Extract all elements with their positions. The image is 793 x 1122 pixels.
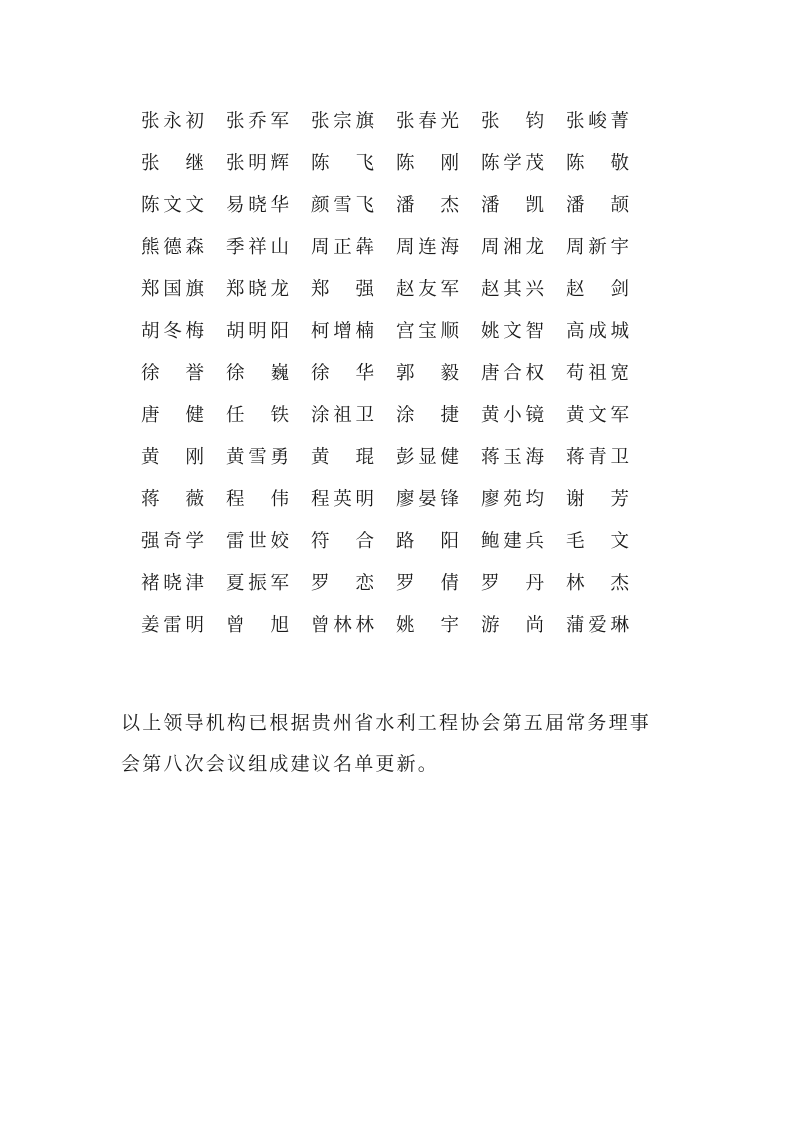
member-name: 黄 琨 xyxy=(311,447,374,468)
update-note-line-2: 会第八次会议组成建议名单更新。 xyxy=(121,753,440,775)
update-note-line-1: 以上领导机构已根据贵州省水利工程协会第五届常务理事 xyxy=(121,712,652,734)
member-name: 郭 毅 xyxy=(396,363,459,384)
member-name: 姜 雷 明 xyxy=(141,615,204,636)
member-name: 潘 杰 xyxy=(396,195,459,216)
member-name: 褚 晓 津 xyxy=(141,573,204,594)
member-name: 季 祥 山 xyxy=(226,237,289,258)
name-row xyxy=(141,143,641,185)
member-name: 陈 学 茂 xyxy=(481,153,544,174)
member-name: 徐 华 xyxy=(311,363,374,384)
member-name: 黄 雪 勇 xyxy=(226,447,289,468)
name-row xyxy=(141,353,641,395)
member-name: 陈 刚 xyxy=(396,153,459,174)
member-name: 郑 强 xyxy=(311,279,374,300)
member-name: 郑 国 旗 xyxy=(141,279,204,300)
member-name: 张 明 辉 xyxy=(226,153,289,174)
member-name: 夏 振 军 xyxy=(226,573,289,594)
member-name: 罗 丹 xyxy=(481,573,544,594)
member-name: 唐 健 xyxy=(141,405,204,426)
member-name: 程 英 明 xyxy=(311,489,374,510)
member-name: 张 乔 军 xyxy=(226,111,289,132)
member-name: 林 杰 xyxy=(566,573,629,594)
name-row xyxy=(141,311,641,353)
member-name: 黄 刚 xyxy=(141,447,204,468)
member-name: 柯 增 楠 xyxy=(311,321,374,342)
name-row xyxy=(141,101,641,143)
name-row xyxy=(141,605,641,647)
member-name: 程 伟 xyxy=(226,489,289,510)
member-name: 张 春 光 xyxy=(396,111,459,132)
member-name: 鲍 建 兵 xyxy=(481,531,544,552)
member-name: 潘 凯 xyxy=(481,195,544,216)
member-name: 胡 明 阳 xyxy=(226,321,289,342)
member-name: 熊 德 森 xyxy=(141,237,204,258)
name-row xyxy=(141,521,641,563)
member-name: 姚 文 智 xyxy=(481,321,544,342)
member-name: 苟 祖 宽 xyxy=(566,363,629,384)
member-name: 蒋 薇 xyxy=(141,489,204,510)
member-name: 蒋 玉 海 xyxy=(481,447,544,468)
member-name: 强 奇 学 xyxy=(141,531,204,552)
member-name: 黄 小 镜 xyxy=(481,405,544,426)
member-name: 彭 显 健 xyxy=(396,447,459,468)
member-name: 涂 祖 卫 xyxy=(311,405,374,426)
name-row xyxy=(141,269,641,311)
member-name-list xyxy=(141,101,641,647)
name-row xyxy=(141,563,641,605)
member-name: 毛 文 xyxy=(566,531,629,552)
member-name: 张 钧 xyxy=(481,111,544,132)
member-name: 任 铁 xyxy=(226,405,289,426)
member-name: 高 成 城 xyxy=(566,321,629,342)
member-name: 易 晓 华 xyxy=(226,195,289,216)
member-name: 周 新 宇 xyxy=(566,237,629,258)
member-name: 周 湘 龙 xyxy=(481,237,544,258)
member-name: 徐 巍 xyxy=(226,363,289,384)
member-name: 路 阳 xyxy=(396,531,459,552)
member-name: 徐 誉 xyxy=(141,363,204,384)
member-name: 廖 苑 均 xyxy=(481,489,544,510)
member-name: 唐 合 权 xyxy=(481,363,544,384)
member-name: 宫 宝 顺 xyxy=(396,321,459,342)
member-name: 符 合 xyxy=(311,531,374,552)
member-name: 赵 剑 xyxy=(566,279,629,300)
member-name: 张 继 xyxy=(141,153,204,174)
member-name: 潘 颉 xyxy=(566,195,629,216)
member-name: 游 尚 xyxy=(481,615,544,636)
member-name: 蒋 青 卫 xyxy=(566,447,629,468)
member-name: 陈 敬 xyxy=(566,153,629,174)
member-name: 涂 捷 xyxy=(396,405,459,426)
name-row xyxy=(141,437,641,479)
member-name: 姚 宇 xyxy=(396,615,459,636)
update-note xyxy=(121,703,681,785)
member-name: 张 宗 旗 xyxy=(311,111,374,132)
member-name: 赵 友 军 xyxy=(396,279,459,300)
name-row xyxy=(141,227,641,269)
member-name: 颜 雪 飞 xyxy=(311,195,374,216)
name-row xyxy=(141,395,641,437)
member-name: 郑 晓 龙 xyxy=(226,279,289,300)
member-name: 张 永 初 xyxy=(141,111,204,132)
member-name: 廖 晏 锋 xyxy=(396,489,459,510)
member-name: 曾 林 林 xyxy=(311,615,374,636)
member-name: 罗 倩 xyxy=(396,573,459,594)
member-name: 赵 其 兴 xyxy=(481,279,544,300)
member-name: 周 连 海 xyxy=(396,237,459,258)
member-name: 罗 恋 xyxy=(311,573,374,594)
member-name: 曾 旭 xyxy=(226,615,289,636)
member-name: 雷 世 姣 xyxy=(226,531,289,552)
member-name: 陈 飞 xyxy=(311,153,374,174)
member-name: 陈 文 文 xyxy=(141,195,204,216)
member-name: 蒲 爱 琳 xyxy=(566,615,629,636)
name-row xyxy=(141,479,641,521)
name-row xyxy=(141,185,641,227)
member-name: 周 正 犇 xyxy=(311,237,374,258)
member-name: 张 峻 菁 xyxy=(566,111,629,132)
member-name: 胡 冬 梅 xyxy=(141,321,204,342)
member-name: 谢 芳 xyxy=(566,489,629,510)
member-name: 黄 文 军 xyxy=(566,405,629,426)
